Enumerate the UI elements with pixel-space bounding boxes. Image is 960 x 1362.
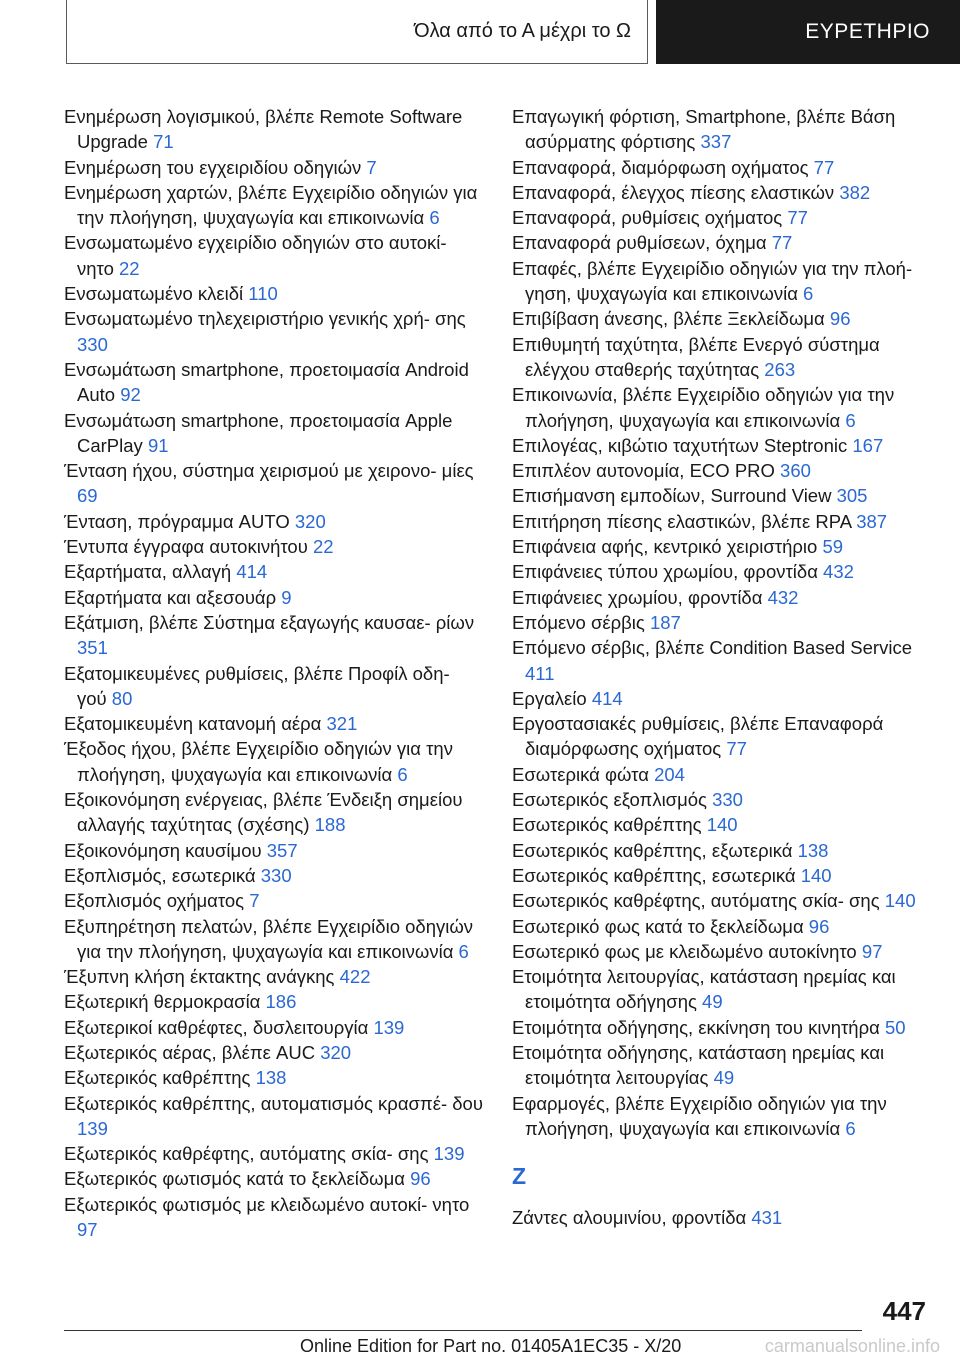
index-page-link[interactable]: 71: [153, 131, 174, 153]
index-entry: [512, 509, 932, 534]
index-page-link[interactable]: 96: [410, 1168, 431, 1190]
index-entry: [512, 863, 932, 888]
index-page-link[interactable]: 414: [591, 687, 623, 709]
index-page-link[interactable]: 6: [397, 763, 408, 785]
index-entry: [64, 104, 484, 155]
header-index-label: ΕΥΡΕΤΗΡΙΟ: [805, 20, 930, 43]
index-page-link[interactable]: 432: [823, 561, 854, 583]
index-entry: [64, 458, 484, 509]
index-page-link[interactable]: 22: [312, 536, 334, 558]
index-page-link[interactable]: 431: [751, 1207, 783, 1229]
index-entry-text: Εξωτερικός αέρας, βλέπε AUC: [64, 1041, 316, 1063]
index-entry: [512, 559, 932, 584]
index-page-link[interactable]: 140: [884, 890, 916, 912]
index-entry: [64, 661, 484, 712]
index-page-link[interactable]: 49: [702, 991, 723, 1013]
index-entry: [512, 155, 932, 180]
index-page-link[interactable]: 330: [712, 789, 743, 811]
index-entry-text: Ενημέρωση του εγχειριδίου οδηγιών: [64, 156, 362, 178]
index-entry: [512, 230, 932, 255]
index-entry: [64, 230, 484, 281]
index-entry-text: Εξάτμιση, βλέπε Σύστημα εξαγωγής καυσαε‐ ρίων: [64, 611, 475, 633]
index-entry: [64, 1015, 484, 1040]
index-entry-text: Εσωτερικά φώτα: [512, 763, 649, 785]
index-entry-text: Επιβίβαση άνεσης, βλέπε Ξεκλείδωμα: [512, 308, 825, 330]
index-entry-text: Ετοιμότητα οδήγησης, κατάσταση ηρεμίας και ετοιμότητα λειτουργίας: [512, 1041, 885, 1089]
header-index-tab[interactable]: [656, 0, 960, 64]
index-page-link[interactable]: 77: [813, 156, 835, 178]
header-section-title: [66, 0, 648, 64]
index-entry-text: Εξωτερικός φωτισμός με κλειδωμένο αυτοκί‐ νητο: [64, 1193, 470, 1215]
index-page-link[interactable]: 22: [119, 257, 140, 279]
index-entry: [512, 458, 932, 483]
index-entry-text: Επόμενο σέρβις: [512, 611, 645, 633]
index-entry-text: Εξοικονόμηση ενέργειας, βλέπε Ένδειξη σημείου αλλαγής ταχύτητας (σχέσης): [64, 789, 463, 836]
index-entry-text: Εξατομικευμένες ρυθμίσεις, βλέπε Προφίλ οδη‐ γού: [64, 662, 450, 709]
index-page-link[interactable]: 96: [829, 308, 851, 330]
index-entry-text: Εργαλείο: [512, 687, 587, 709]
index-entry: [512, 787, 932, 812]
index-entry-text: Εφαρμογές, βλέπε Εγχειρίδιο οδηγιών για την πλοήγηση, ψυχαγωγία και επικοινωνία: [512, 1092, 887, 1139]
index-page-link[interactable]: 139: [373, 1016, 405, 1038]
index-entry: [64, 180, 484, 231]
index-entry: [64, 1166, 484, 1191]
index-entry: [64, 1040, 484, 1065]
index-entry-text: Ετοιμότητα οδήγησης, εκκίνηση του κινητήρα: [512, 1016, 880, 1038]
index-page-link[interactable]: 139: [77, 1117, 108, 1139]
index-entry: [64, 964, 484, 989]
index-entry-text: Εσωτερικό φως με κλειδωμένο αυτοκίνητο: [512, 940, 857, 962]
index-entry: [512, 585, 932, 610]
index-entry-text: Εξατομικευμένη κατανομή αέρα: [64, 713, 322, 735]
index-entry: [512, 1015, 932, 1040]
index-entry-text: Εξαρτήματα και αξεσουάρ: [64, 586, 277, 608]
index-entry: [512, 1040, 932, 1091]
index-entry-text: Ενσωμάτωση smartphone, προετοιμασία Android Auto: [64, 358, 469, 406]
index-entry-text: Επιλογέας, κιβώτιο ταχυτήτων Steptronic: [512, 434, 848, 456]
index-page-link[interactable]: 138: [255, 1067, 287, 1089]
index-entry-text: Επαναφορά, διαμόρφωση οχήματος: [512, 156, 809, 178]
index-entry-text: Επαγωγική φόρτιση, Smartphone, βλέπε Βάση ασύρματης φόρτισης: [512, 106, 896, 153]
index-page-link[interactable]: 387: [856, 510, 888, 532]
index-page-link[interactable]: 91: [147, 434, 169, 456]
index-entry: [64, 509, 484, 534]
index-page-link[interactable]: 6: [845, 409, 856, 431]
index-page-link[interactable]: 97: [77, 1219, 98, 1241]
index-entry-text: Εξωτερικοί καθρέφτες, δυσλειτουργία: [64, 1016, 369, 1038]
index-page-link[interactable]: 77: [726, 738, 747, 760]
index-entry-text: Επιθυμητή ταχύτητα, βλέπε Ενεργό σύστημα ελέγχου σταθερής ταχύτητας: [512, 333, 880, 380]
index-entry: [64, 989, 484, 1014]
index-page-link[interactable]: 140: [706, 814, 738, 836]
index-entry-text: Εξωτερικός καθρέπτης: [64, 1067, 251, 1089]
index-entry: [512, 256, 932, 307]
index-page-link[interactable]: 414: [236, 561, 268, 583]
header-section-label: Όλα από το Α μέχρι το Ω: [414, 20, 631, 42]
index-entry-text: Εσωτερικός καθρέπτης, εσωτερικά: [512, 864, 796, 886]
index-page-link[interactable]: 321: [326, 713, 358, 735]
index-page-link[interactable]: 188: [314, 814, 346, 836]
index-entry: [64, 306, 484, 357]
index-entry-text: Επαναφορά, ρυθμίσεις οχήματος: [512, 207, 783, 229]
index-entry: [64, 888, 484, 913]
index-entry-text: Ενσωματωμένο τηλεχειριστήριο γενικής χρή‐ σης: [64, 308, 466, 330]
index-page-link[interactable]: 6: [429, 207, 440, 229]
index-entry-text: Επαναφορά ρυθμίσεων, όχημα: [512, 232, 767, 254]
index-page-link[interactable]: 50: [884, 1016, 906, 1038]
index-page-link[interactable]: 77: [771, 232, 793, 254]
index-entry-text: Επιφάνειες χρωμίου, φροντίδα: [512, 586, 763, 608]
index-entries-right: [512, 104, 932, 1141]
index-page-link[interactable]: 357: [266, 839, 298, 861]
index-entry: [512, 812, 932, 837]
index-page-link[interactable]: 411: [525, 662, 555, 684]
index-entry-text: Εσωτερικός καθρέπτης, εξωτερικά: [512, 839, 793, 861]
index-page-link[interactable]: 97: [861, 940, 883, 962]
index-entry-text: Εξαρτήματα, αλλαγή: [64, 561, 232, 583]
index-column-left: [64, 104, 484, 1242]
index-page-link[interactable]: 9: [281, 586, 292, 608]
index-entry: [512, 433, 932, 458]
index-entry-text: Έξοδος ήχου, βλέπε Εγχειρίδιο οδηγιών για την πλοήγηση, ψυχαγωγία και επικοινωνία: [64, 738, 453, 785]
index-page-link[interactable]: 167: [852, 434, 884, 456]
index-entry: [64, 281, 484, 306]
index-entry: [64, 155, 484, 180]
index-entry: [64, 610, 484, 661]
index-entry-text: Εσωτερικός καθρέπτης: [512, 814, 702, 836]
index-page-link[interactable]: 92: [120, 384, 141, 406]
index-entry: [512, 838, 932, 863]
index-page-link[interactable]: 7: [249, 890, 260, 912]
index-entry: [512, 914, 932, 939]
index-entry: [512, 888, 932, 913]
index-entry-text: Εσωτερικός καθρέφτης, αυτόματης σκία‐ σης: [512, 890, 880, 912]
index-entry-text: Ζάντες αλουμινίου, φροντίδα: [512, 1207, 747, 1229]
index-entry-text: Εσωτερικό φως κατά το ξεκλείδωμα: [512, 915, 804, 937]
index-entry: [512, 711, 932, 762]
index-page-link[interactable]: 140: [800, 864, 832, 886]
index-entry-text: Ετοιμότητα λειτουργίας, κατάσταση ηρεμίας και ετοιμότητα οδήγησης: [512, 966, 896, 1013]
index-page-link[interactable]: 320: [294, 510, 326, 532]
index-entry: [512, 180, 932, 205]
index-entry-text: Επιπλέον αυτονομία, ECO PRO: [512, 460, 775, 482]
index-entry: [512, 332, 932, 383]
index-column-right: [512, 104, 932, 1230]
index-entry-text: Έξυπνη κλήση έκτακτης ανάγκης: [64, 966, 335, 988]
index-entry-text: Εργοστασιακές ρυθμίσεις, βλέπε Επαναφορά διαμόρφωσης οχήματος: [512, 713, 884, 760]
index-entry: [512, 1205, 932, 1230]
index-page-link[interactable]: 337: [700, 131, 732, 153]
index-page-link[interactable]: 77: [787, 207, 808, 229]
index-entry: [512, 939, 932, 964]
index-page-link[interactable]: 59: [822, 536, 844, 558]
index-page-link[interactable]: 351: [77, 637, 108, 659]
index-entry: [512, 104, 932, 155]
footer-divider: [64, 1330, 862, 1331]
index-entry: [64, 585, 484, 610]
index-page-link[interactable]: 110: [248, 283, 278, 305]
index-entry: [64, 357, 484, 408]
index-entry-text: Επόμενο σέρβις, βλέπε Condition Based Service: [512, 637, 912, 659]
index-entry: [64, 1192, 484, 1243]
index-entry: [64, 838, 484, 863]
index-page-link[interactable]: 96: [808, 915, 830, 937]
index-entry-text: Εξυπηρέτηση πελατών, βλέπε Εγχειρίδιο οδηγιών για την πλοήγηση, ψυχαγωγία και επικοινωνία: [64, 915, 474, 962]
page-number: 447: [882, 1296, 926, 1326]
index-entry: [64, 863, 484, 888]
index-page-link[interactable]: 186: [265, 991, 297, 1013]
index-page-link[interactable]: 6: [803, 283, 814, 305]
index-entry-text: Επαφές, βλέπε Εγχειρίδιο οδηγιών για την πλοή‐ γηση, ψυχαγωγία και επικοινωνία: [512, 257, 913, 305]
index-entry: [512, 483, 932, 508]
index-page-link[interactable]: 422: [339, 966, 371, 988]
index-entry-text: Ενημέρωση λογισμικού, βλέπε Remote Software Upgrade: [64, 106, 463, 153]
index-entry: [64, 1141, 484, 1166]
index-entry: [512, 635, 932, 686]
index-entry-text: Ενσωματωμένο εγχειρίδιο οδηγιών στο αυτοκί‐ νητο: [64, 232, 447, 279]
index-page-link[interactable]: 69: [77, 485, 98, 507]
index-entry-text: Ένταση, πρόγραμμα AUTO: [64, 510, 290, 532]
index-entry-text: Ένταση ήχου, σύστημα χειρισμού με χειρονο‐ μίες: [64, 460, 474, 482]
index-entry-text: Εξωτερικός καθρέφτης, αυτόματης σκία‐ σης: [64, 1143, 429, 1165]
index-entry-text: Επιφάνειες τύπου χρωμίου, φροντίδα: [512, 561, 818, 583]
index-entry-text: Εξοπλισμός οχήματος: [64, 890, 245, 912]
index-entry-text: Εξωτερικός καθρέπτης, αυτοματισμός κρασπέ‐ δου: [64, 1092, 483, 1114]
index-entry: [512, 610, 932, 635]
index-entry-text: Εξοικονόμηση καυσίμου: [64, 839, 262, 861]
index-page-link[interactable]: 80: [111, 687, 133, 709]
index-entry: [64, 914, 484, 965]
index-entry: [512, 534, 932, 559]
index-page-link[interactable]: 432: [767, 586, 799, 608]
index-page-link[interactable]: 360: [780, 460, 811, 482]
index-page-link[interactable]: 139: [433, 1143, 465, 1165]
index-page-link[interactable]: 7: [366, 156, 377, 178]
index-entry: [512, 762, 932, 787]
index-entry: [64, 534, 484, 559]
index-page-link[interactable]: 204: [654, 763, 685, 785]
index-page-link[interactable]: 138: [797, 839, 829, 861]
index-page-link[interactable]: 6: [845, 1117, 856, 1139]
index-page-link[interactable]: 382: [839, 181, 871, 203]
index-entry-text: Επιτήρηση πίεσης ελαστικών, βλέπε RPA: [512, 510, 852, 532]
footer-watermark: carmanualsonline.info: [764, 1336, 940, 1356]
index-entry-text: Επικοινωνία, βλέπε Εγχειρίδιο οδηγιών για την πλοήγηση, ψυχαγωγία και επικοινωνία: [512, 384, 895, 431]
index-entries-z: [512, 1205, 932, 1230]
index-page-link[interactable]: 330: [260, 864, 292, 886]
index-entry: [512, 964, 932, 1015]
index-entry-text: Επισήμανση εμποδίων, Surround View: [512, 485, 832, 507]
index-entry: [512, 205, 932, 230]
index-page-link[interactable]: 320: [320, 1041, 352, 1063]
index-entry: [64, 1091, 484, 1142]
index-entry: [512, 686, 932, 711]
index-entry-text: Επαναφορά, έλεγχος πίεσης ελαστικών: [512, 181, 835, 203]
index-entry: [64, 559, 484, 584]
index-entry-text: Ενσωματωμένο κλειδί: [64, 283, 244, 305]
index-entry: [64, 736, 484, 787]
index-entry: [64, 711, 484, 736]
index-entry-text: Ενσωμάτωση smartphone, προετοιμασία Apple CarPlay: [64, 409, 453, 456]
index-entry-text: Ενημέρωση χαρτών, βλέπε Εγχειρίδιο οδηγιών για την πλοήγηση, ψυχαγωγία και επικοινωνία: [64, 181, 478, 229]
index-entry-text: Εξωτερικός φωτισμός κατά το ξεκλείδωμα: [64, 1168, 405, 1190]
index-entry-text: Εξοπλισμός, εσωτερικά: [64, 864, 256, 886]
index-entry: [64, 408, 484, 459]
index-entry-text: Εσωτερικός εξοπλισμός: [512, 789, 707, 811]
index-page-link[interactable]: 49: [713, 1067, 735, 1089]
index-page-link[interactable]: 305: [836, 485, 868, 507]
index-entry: [512, 382, 932, 433]
index-entry-text: Επιφάνεια αφής, κεντρικό χειριστήριο: [512, 536, 818, 558]
index-page-link[interactable]: 330: [77, 333, 108, 355]
index-entry: [64, 787, 484, 838]
index-entry-text: Εξωτερική θερμοκρασία: [64, 991, 261, 1013]
index-page-link[interactable]: 6: [458, 940, 469, 962]
index-entry: [512, 306, 932, 331]
index-entry-text: Έντυπα έγγραφα αυτοκινήτου: [64, 536, 308, 558]
index-page-link[interactable]: 187: [649, 611, 681, 633]
footer-edition: Online Edition for Part no. 01405A1EC35 - X/20: [300, 1336, 682, 1356]
index-letter-heading: Z: [512, 1163, 527, 1190]
index-page-link[interactable]: 263: [764, 358, 796, 380]
index-entry: [512, 1091, 932, 1142]
index-entry: [64, 1065, 484, 1090]
